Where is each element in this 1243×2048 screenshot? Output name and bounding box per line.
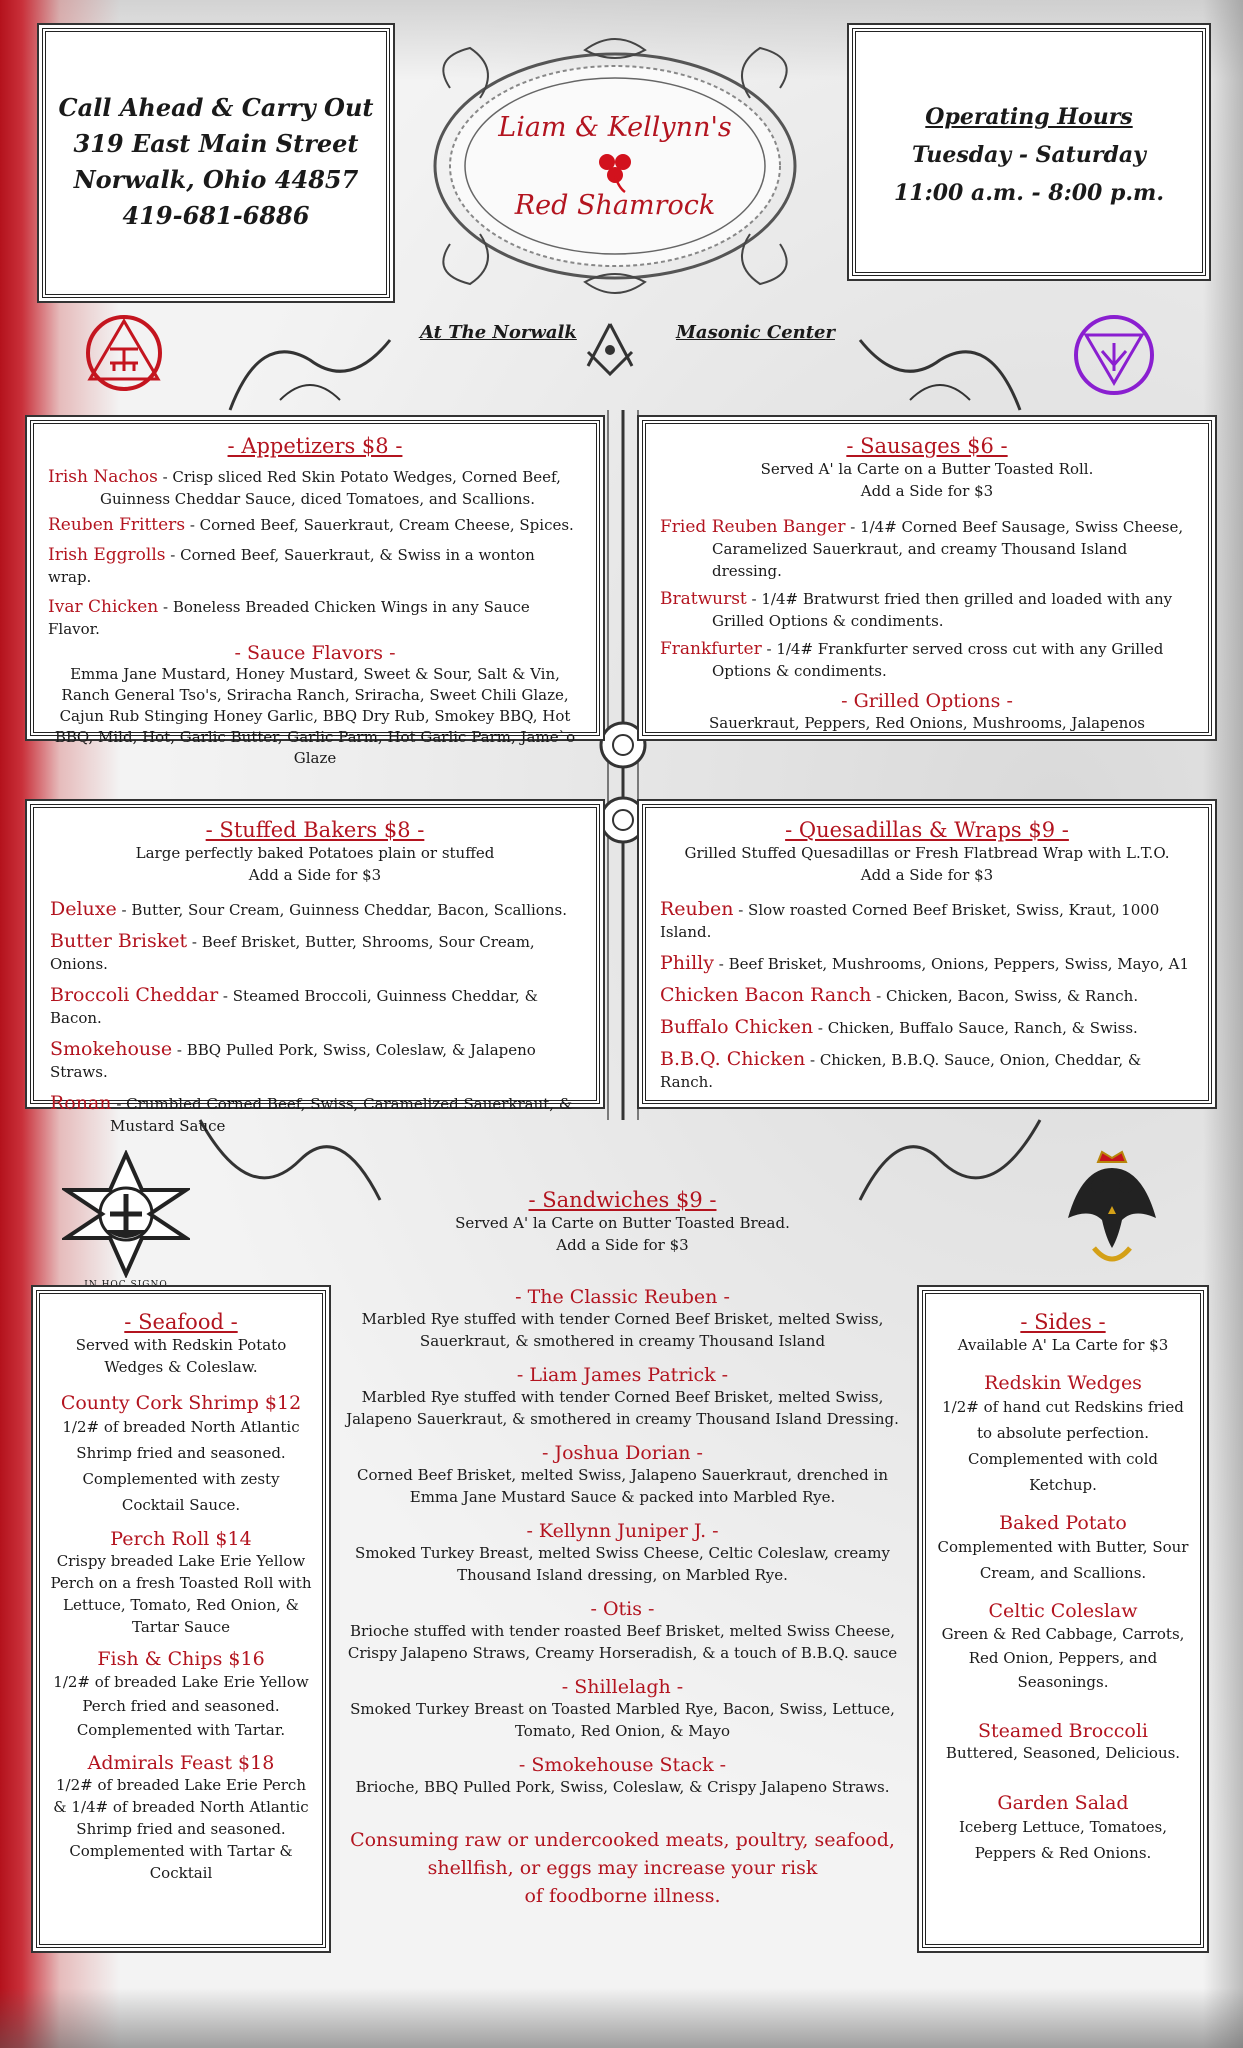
baker-name: Smokehouse [50,1038,173,1060]
side-name: Garden Salad [997,1792,1129,1814]
sandwiches-sub-1: Served A' la Carte on Butter Toasted Bread. [455,1214,790,1232]
sauce-flavors-list: Emma Jane Mustard, Honey Mustard, Sweet & Sour, Salt & Vin, Ranch General Tso's, Sriracha Ranch, Sriracha, Sweet Chili Glaze, Cajun Rub Stinging Honey Garlic, BBQ Dry Rub, Smokey BBQ, Hot BBQ, Mild, Hot, Garlic Butter, Garlic Parm, Hot Garlic Parm, Jame`o Glaze [54,665,576,767]
quesadilla-item: Chicken Bacon Ranch - Chicken, Bacon, Swiss, & Ranch. [660,984,1139,1006]
baker-desc: BBQ Pulled Pork, Swiss, Coleslaw, & Jalapeno Straws. [50,1041,536,1081]
side-name: Celtic Coleslaw [988,1600,1138,1622]
sandwich-name: - Liam James Patrick - [516,1364,729,1386]
appetizer-name: Irish Eggrolls [48,545,166,565]
seafood-desc: 1/2# of breaded Lake Erie Yellow Perch fried and seasoned. Complemented with Tartar. [53,1673,309,1739]
grilled-options-list: Sauerkraut, Peppers, Red Onions, Mushrooms, Jalapenos [709,714,1145,732]
baker-desc: Steamed Broccoli, Guinness Cheddar, & Bacon. [50,987,538,1027]
seafood-item [50,1528,312,1638]
baker-desc: Beef Brisket, Butter, Shrooms, Sour Cream, Onions. [50,933,535,973]
baker-item: Broccoli Cheddar - Steamed Broccoli, Guinness Cheddar, & Bacon. [50,984,538,1027]
sausages-title: - Sausages $6 - [846,434,1008,458]
sandwich-item [340,1598,905,1664]
side-desc: Green & Red Cabbage, Carrots, Red Onion, Peppers, and Seasonings. [941,1625,1185,1691]
quesadillas-sub-1: Grilled Stuffed Quesadillas or Fresh Flatbread Wrap with L.T.O. [684,844,1170,862]
sandwich-desc: Smoked Turkey Breast on Toasted Marbled Rye, Bacon, Swiss, Lettuce, Tomato, Red Onion, & Mayo [350,1700,895,1740]
contact-box [42,28,390,298]
side-desc: Iceberg Lettuce, Tomatoes, Peppers & Red Onions. [958,1818,1168,1862]
sausages-sub-1: Served A' la Carte on a Butter Toasted Roll. [760,460,1094,478]
quesadillas-sub-2: Add a Side for $3 [860,866,994,884]
baker-item: Butter Brisket - Beef Brisket, Butter, Shrooms, Sour Cream, Onions. [50,930,535,973]
seafood-name: Fish & Chips $16 [97,1648,265,1670]
restaurant-logo [410,28,820,298]
sauce-flavors-title: - Sauce Flavors - [234,642,396,664]
hours-time: 11:00 a.m. - 8:00 p.m. [894,180,1164,206]
side-name: Baked Potato [999,1512,1127,1534]
triangle-trowel-icon [1072,313,1156,397]
seafood-name: Admirals Feast $18 [87,1752,275,1774]
side-desc: Complemented with Butter, Sour Cream, and Scallions. [937,1538,1189,1582]
square-compass-icon [580,320,640,384]
appetizers-title: - Appetizers $8 - [227,434,403,458]
contact-line-1: Call Ahead & Carry Out [58,93,374,122]
seafood-item [50,1392,312,1518]
contact-city: Norwalk, Ohio 44857 [73,165,359,194]
sausage-item: Frankfurter - 1/4# Frankfurter served cross cut with any Grilled Options & condiments. [660,639,1164,680]
sausage-name: Fried Reuben Banger [660,517,846,537]
sandwich-item [340,1286,905,1352]
location-left: At The Norwalk [420,322,577,343]
quesadilla-item: B.B.Q. Chicken - Chicken, B.B.Q. Sauce, Onion, Cheddar, & Ranch. [660,1048,1142,1091]
quesadilla-item: Philly - Beef Brisket, Mushrooms, Onions, Peppers, Swiss, Mayo, A1 [660,952,1190,974]
side-item [936,1512,1190,1586]
appetizer-item: Irish Eggrolls - Corned Beef, Sauerkraut, & Swiss in a wonton wrap. [48,545,535,586]
quesadilla-item: Reuben - Slow roasted Corned Beef Brisket, Swiss, Kraut, 1000 Island. [660,898,1160,941]
sandwich-name: - Otis - [590,1598,655,1620]
warning-line-3: of foodborne illness. [524,1885,721,1907]
sandwich-name: - Kellynn Juniper J. - [526,1520,719,1542]
quesadilla-item: Buffalo Chicken - Chicken, Buffalo Sauce, Ranch, & Swiss. [660,1016,1138,1038]
seafood-item [50,1648,312,1742]
sandwich-desc: Marbled Rye stuffed with tender Corned Beef Brisket, melted Swiss, Sauerkraut, & smothered in creamy Thousand Island [361,1310,884,1350]
sandwich-item [340,1754,905,1798]
sandwich-name: - Shillelagh - [561,1676,684,1698]
sausage-name: Frankfurter [660,639,762,659]
royal-arch-emblem [84,313,164,397]
sandwich-item [340,1676,905,1742]
side-desc: 1/2# of hand cut Redskins fried to absolute perfection. Complemented with cold Ketchup. [942,1398,1184,1494]
sausages-panel [642,420,1212,736]
sides-title: - Sides - [1020,1310,1106,1334]
sandwich-name: - Smokehouse Stack - [518,1754,727,1776]
quesadilla-desc: Chicken, Buffalo Sauce, Ranch, & Swiss. [827,1019,1138,1037]
quesadilla-name: Buffalo Chicken [660,1016,814,1038]
appetizer-name: Irish Nachos [48,467,158,487]
quesadillas-title: - Quesadillas & Wraps $9 - [785,818,1069,842]
sausage-item: Bratwurst - 1/4# Bratwurst fried then grilled and loaded with any Grilled Options & condiments. [660,589,1173,630]
sausage-desc: 1/4# Corned Beef Sausage, Swiss Cheese, Caramelized Sauerkraut, and creamy Thousand Island dressing. [712,518,1184,580]
sausage-item: Fried Reuben Banger - 1/4# Corned Beef Sausage, Swiss Cheese, Caramelized Sauerkraut, and creamy Thousand Island dressing. [660,517,1184,580]
appetizer-desc: Corned Beef, Sauerkraut, Cream Cheese, Spices. [199,516,574,534]
sandwich-item [340,1364,905,1430]
appetizer-name: Reuben Fritters [48,515,186,535]
baker-desc: Crumbled Corned Beef, Swiss, Caramelized Sauerkraut, & Mustard Sauce [110,1095,573,1135]
triple-tau-icon [84,313,164,393]
sandwich-item [340,1442,905,1508]
hours-title: Operating Hours [925,104,1133,130]
seafood-desc: 1/2# of breaded North Atlantic Shrimp fried and seasoned. Complemented with zesty Cocktail Sauce. [62,1418,300,1514]
side-item [936,1720,1190,1764]
appetizer-desc: Corned Beef, Sauerkraut, & Swiss in a wonton wrap. [48,546,535,586]
side-item [936,1372,1190,1498]
quesadilla-desc: Beef Brisket, Mushrooms, Onions, Peppers, Swiss, Mayo, A1 [728,955,1190,973]
appetizer-item: Ivar Chicken - Boneless Breaded Chicken Wings in any Sauce Flavor. [48,597,530,638]
hours-days: Tuesday - Saturday [912,142,1146,168]
sandwich-desc: Corned Beef Brisket, melted Swiss, Jalapeno Sauerkraut, drenched in Emma Jane Mustard Sauce & packed into Marbled Rye. [357,1466,888,1506]
sandwich-item [340,1520,905,1586]
baker-item: Smokehouse - BBQ Pulled Pork, Swiss, Coleslaw, & Jalapeno Straws. [50,1038,536,1081]
seafood-sub: Served with Redskin Potato Wedges & Coleslaw. [75,1336,287,1376]
sandwiches-title: - Sandwiches $9 - [528,1188,717,1212]
appetizer-name: Ivar Chicken [48,597,159,617]
quesadilla-name: Philly [660,952,714,974]
seafood-item [50,1752,312,1884]
flourish-top-right [850,320,1030,420]
bakers-sub-1: Large perfectly baked Potatoes plain or stuffed [135,844,495,862]
contact-address: 319 East Main Street [73,129,359,158]
hoc-signo-text: IN HOC SIGNO [84,1280,168,1290]
baker-desc: Butter, Sour Cream, Guinness Cheddar, Bacon, Scallions. [131,901,567,919]
sides-sub: Available A' La Carte for $3 [957,1336,1169,1354]
bakers-title: - Stuffed Bakers $8 - [205,818,425,842]
sandwich-name: - The Classic Reuben - [515,1286,730,1308]
baker-name: Broccoli Cheddar [50,984,219,1006]
sandwich-desc: Brioche, BBQ Pulled Pork, Swiss, Coleslaw, & Crispy Jalapeno Straws. [355,1778,890,1796]
appetizer-item: Irish Nachos - Crisp sliced Red Skin Potato Wedges, Corned Beef, Guinness Cheddar Sauce, diced Tomatoes, and Scallions. [48,467,561,508]
side-name: Steamed Broccoli [977,1720,1149,1742]
flourish-top-left [220,320,400,420]
quesadilla-desc: Chicken, Bacon, Swiss, & Ranch. [885,987,1139,1005]
side-item [936,1792,1190,1866]
baker-name: Deluxe [50,898,117,920]
sandwiches-list [340,1286,905,1910]
seafood-title: - Seafood - [124,1310,238,1334]
sausages-sub-2: Add a Side for $3 [860,482,994,500]
seafood-desc: 1/2# of breaded Lake Erie Perch & 1/4# of breaded North Atlantic Shrimp fried and seasoned. Complemented with Tartar & Cocktail [53,1776,309,1882]
warning-line-1: Consuming raw or undercooked meats, poultry, seafood, [350,1829,895,1851]
sides-panel [922,1290,1204,1948]
baker-item: Deluxe - Butter, Sour Cream, Guinness Cheddar, Bacon, Scallions. [50,898,567,920]
bakers-sub-2: Add a Side for $3 [248,866,382,884]
food-safety-warning [340,1826,905,1910]
sandwich-desc: Smoked Turkey Breast, melted Swiss Cheese, Celtic Coleslaw, creamy Thousand Island dressing, on Marbled Rye. [355,1544,890,1584]
double-eagle-emblem [1062,1148,1162,1282]
flourish-mid-right [850,1110,1050,1220]
baker-item: Ronan - Crumbled Corned Beef, Swiss, Caramelized Sauerkraut, & Mustard Sauce [50,1092,573,1135]
sandwich-desc: Brioche stuffed with tender roasted Beef Brisket, melted Swiss Cheese, Crispy Jalapeno Straws, Creamy Horseradish, & a touch of B.B.Q. sauce [347,1622,898,1662]
hours-box [852,28,1206,276]
location-right: Masonic Center [676,322,835,343]
cryptic-council-emblem [1072,313,1156,401]
side-desc: Buttered, Seasoned, Delicious. [945,1744,1181,1762]
quesadilla-name: Reuben [660,898,734,920]
baker-name: Ronan [50,1092,112,1114]
side-item [936,1600,1190,1694]
appetizers-panel [30,420,600,767]
logo-name-line-2: Red Shamrock [514,190,716,221]
grilled-options-title: - Grilled Options - [841,690,1013,712]
quesadilla-desc: Chicken, B.B.Q. Sauce, Onion, Cheddar, & Ranch. [660,1051,1142,1091]
appetizer-item: Reuben Fritters - Corned Beef, Sauerkraut, Cream Cheese, Spices. [48,515,574,535]
seafood-panel [36,1290,326,1948]
sandwiches-sub-2: Add a Side for $3 [556,1236,689,1254]
side-name: Redskin Wedges [984,1372,1142,1394]
contact-phone[interactable]: 419-681-6886 [122,201,310,230]
sausage-desc: 1/4# Bratwurst fried then grilled and loaded with any Grilled Options & condiments. [712,590,1173,630]
seafood-name: Perch Roll $14 [110,1528,252,1550]
grunge-bottom-edge [0,1988,1243,2048]
quesadillas-panel [642,804,1212,1104]
appetizer-desc: Crisp sliced Red Skin Potato Wedges, Corned Beef, Guinness Cheddar Sauce, diced Tomatoes, and Scallions. [100,468,561,508]
quesadilla-desc: Slow roasted Corned Beef Brisket, Swiss, Kraut, 1000 Island. [660,901,1160,941]
quesadilla-name: B.B.Q. Chicken [660,1048,806,1070]
baker-name: Butter Brisket [50,930,188,952]
quesadilla-name: Chicken Bacon Ranch [660,984,872,1006]
seafood-desc: Crispy breaded Lake Erie Yellow Perch on a fresh Toasted Roll with Lettuce, Tomato, Red Onion, & Tartar Sauce [50,1552,312,1636]
sausage-desc: 1/4# Frankfurter served cross cut with any Grilled Options & condiments. [712,640,1164,680]
appetizer-desc: Boneless Breaded Chicken Wings in any Sauce Flavor. [48,598,530,638]
logo-name-line-1: Liam & Kellynn's [498,112,732,143]
warning-line-2: shellfish, or eggs may increase your risk [427,1857,818,1879]
sandwich-desc: Marbled Rye stuffed with tender Corned Beef Brisket, melted Swiss, Jalapeno Sauerkraut, & smothered in creamy Thousand Island Dressing. [346,1388,899,1428]
knights-templar-emblem [62,1150,190,1290]
sandwich-name: - Joshua Dorian - [542,1442,703,1464]
bakers-panel [30,804,600,1135]
seafood-name: County Cork Shrimp $12 [60,1392,302,1414]
sandwiches-header [380,1188,865,1256]
sausage-name: Bratwurst [660,589,747,609]
